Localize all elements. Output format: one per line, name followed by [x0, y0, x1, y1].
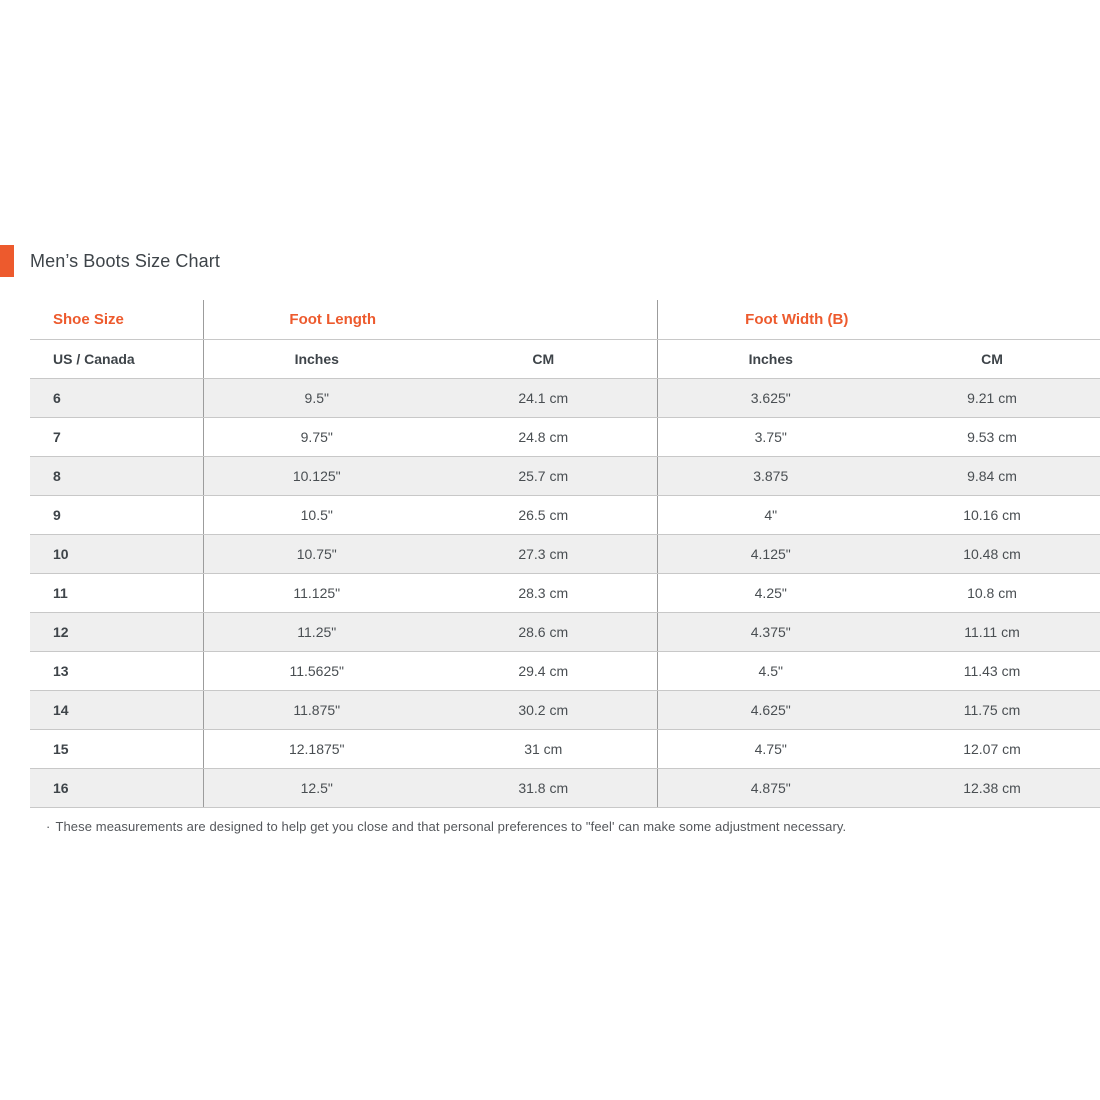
cell-fl-cm: 28.3 cm — [430, 573, 657, 612]
cell-fl-inches: 9.75" — [203, 417, 430, 456]
subheader-fw-cm: CM — [884, 339, 1100, 378]
cell-fl-inches: 12.1875" — [203, 729, 430, 768]
cell-fw-inches: 4.875" — [657, 768, 884, 807]
cell-fw-cm: 10.8 cm — [884, 573, 1100, 612]
header-foot-width: Foot Width (B) — [657, 300, 884, 339]
table-row — [30, 690, 1100, 729]
cell-size: 16 — [30, 768, 203, 807]
cell-fl-inches: 10.75" — [203, 534, 430, 573]
cell-fl-cm: 29.4 cm — [430, 651, 657, 690]
cell-size: 14 — [30, 690, 203, 729]
footnote — [46, 819, 846, 834]
size-chart-table — [30, 300, 1100, 808]
table-row — [30, 612, 1100, 651]
header-rows — [30, 300, 1100, 378]
cell-size: 6 — [30, 378, 203, 417]
cell-fl-cm: 24.1 cm — [430, 378, 657, 417]
cell-fw-cm: 11.43 cm — [884, 651, 1100, 690]
cell-fw-inches: 3.75" — [657, 417, 884, 456]
cell-size: 13 — [30, 651, 203, 690]
cell-fl-cm: 27.3 cm — [430, 534, 657, 573]
section-header-row — [30, 300, 1100, 339]
cell-fw-inches: 4.75" — [657, 729, 884, 768]
cell-fl-inches: 11.25" — [203, 612, 430, 651]
table-row — [30, 729, 1100, 768]
cell-fl-inches: 12.5" — [203, 768, 430, 807]
header-foot-length: Foot Length — [203, 300, 430, 339]
cell-fw-cm: 9.21 cm — [884, 378, 1100, 417]
cell-fw-cm: 9.84 cm — [884, 456, 1100, 495]
cell-fw-cm: 10.48 cm — [884, 534, 1100, 573]
cell-fw-inches: 3.625" — [657, 378, 884, 417]
cell-fw-cm: 12.38 cm — [884, 768, 1100, 807]
cell-fw-inches: 4.125" — [657, 534, 884, 573]
table-row — [30, 417, 1100, 456]
cell-fw-cm: 12.07 cm — [884, 729, 1100, 768]
table-row — [30, 768, 1100, 807]
cell-size: 9 — [30, 495, 203, 534]
table-row — [30, 456, 1100, 495]
header-shoe-size: Shoe Size — [30, 300, 203, 339]
cell-fw-cm: 9.53 cm — [884, 417, 1100, 456]
cell-fw-inches: 3.875 — [657, 456, 884, 495]
cell-fw-inches: 4.25" — [657, 573, 884, 612]
cell-fw-cm: 10.16 cm — [884, 495, 1100, 534]
cell-fl-cm: 26.5 cm — [430, 495, 657, 534]
page-title: Men’s Boots Size Chart — [30, 251, 220, 271]
cell-size: 10 — [30, 534, 203, 573]
footnote-text: These measurements are designed to help get you close and that personal preferences to "feel' can make some adjustment necessary. — [55, 819, 847, 834]
cell-fl-inches: 11.125" — [203, 573, 430, 612]
cell-fl-inches: 10.5" — [203, 495, 430, 534]
cell-fw-cm: 11.75 cm — [884, 690, 1100, 729]
cell-fw-inches: 4" — [657, 495, 884, 534]
table-row — [30, 534, 1100, 573]
cell-fw-cm: 11.11 cm — [884, 612, 1100, 651]
cell-fl-inches: 10.125" — [203, 456, 430, 495]
cell-size: 11 — [30, 573, 203, 612]
data-rows — [30, 378, 1100, 807]
subheader-us-canada: US / Canada — [30, 339, 203, 378]
table-row — [30, 378, 1100, 417]
subheader-fl-inches: Inches — [203, 339, 430, 378]
cell-fl-inches: 9.5" — [203, 378, 430, 417]
cell-fl-inches: 11.875" — [203, 690, 430, 729]
cell-fl-inches: 11.5625" — [203, 651, 430, 690]
cell-fl-cm: 24.8 cm — [430, 417, 657, 456]
cell-size: 12 — [30, 612, 203, 651]
subheader-fl-cm: CM — [430, 339, 657, 378]
cell-size: 15 — [30, 729, 203, 768]
accent-bar — [0, 245, 14, 277]
cell-size: 8 — [30, 456, 203, 495]
table-row — [30, 495, 1100, 534]
subheader-fw-inches: Inches — [657, 339, 884, 378]
cell-fw-inches: 4.375" — [657, 612, 884, 651]
cell-fl-cm: 31.8 cm — [430, 768, 657, 807]
cell-fw-inches: 4.625" — [657, 690, 884, 729]
table-row — [30, 651, 1100, 690]
cell-size: 7 — [30, 417, 203, 456]
cell-fl-cm: 31 cm — [430, 729, 657, 768]
subheader-row — [30, 339, 1100, 378]
cell-fw-inches: 4.5" — [657, 651, 884, 690]
footnote-bullet: · — [46, 819, 51, 834]
cell-fl-cm: 28.6 cm — [430, 612, 657, 651]
table-row — [30, 573, 1100, 612]
cell-fl-cm: 25.7 cm — [430, 456, 657, 495]
cell-fl-cm: 30.2 cm — [430, 690, 657, 729]
